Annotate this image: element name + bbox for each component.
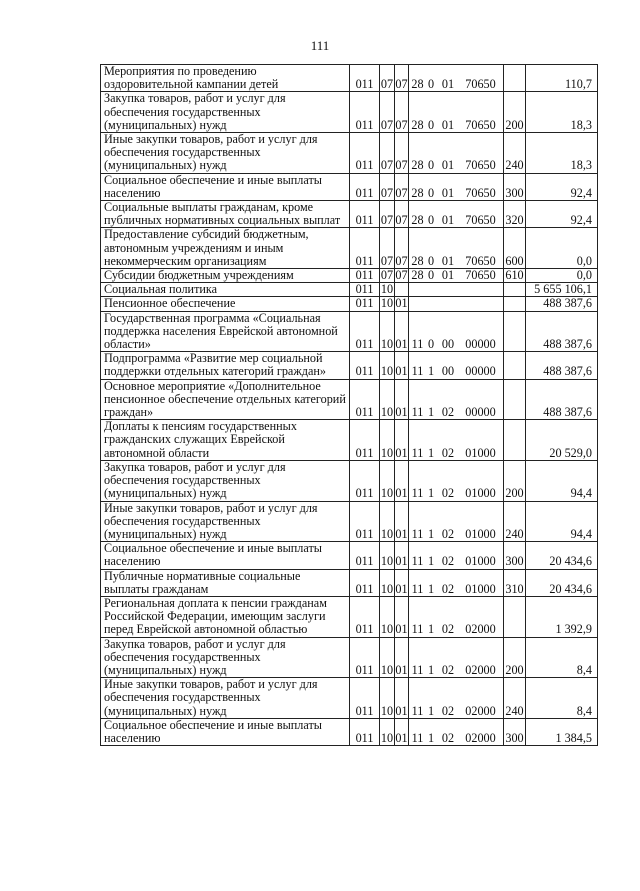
target-article-part: 1 bbox=[427, 662, 435, 677]
amount: 1 392,9 bbox=[526, 596, 598, 637]
target-article-part: 11 bbox=[411, 337, 424, 352]
amount: 92,4 bbox=[526, 173, 598, 200]
target-article-part: 1 bbox=[427, 486, 435, 501]
ministry-code: 011 bbox=[350, 133, 380, 174]
target-article-part: 11 bbox=[411, 554, 424, 569]
section-code: 10 bbox=[380, 718, 395, 745]
table-row bbox=[101, 420, 598, 461]
target-article-part: 11 bbox=[411, 526, 424, 541]
amount: 488 387,6 bbox=[526, 352, 598, 379]
ministry-code: 011 bbox=[350, 460, 380, 501]
section-code: 10 bbox=[380, 420, 395, 461]
target-article-part: 02 bbox=[441, 730, 455, 745]
target-article-code bbox=[409, 92, 504, 133]
ministry-code: 011 bbox=[350, 542, 380, 569]
ministry-code: 011 bbox=[350, 678, 380, 719]
section-code: 10 bbox=[380, 296, 394, 311]
target-article-part: 1 bbox=[427, 622, 435, 637]
target-article-part: 02000 bbox=[465, 703, 496, 718]
row-name: Основное мероприятие «Дополнительное пенсионное обеспечение отдельных категорий граждан» bbox=[101, 379, 350, 420]
target-article-part: 1 bbox=[427, 526, 435, 541]
table-row bbox=[101, 65, 598, 92]
amount: 0,0 bbox=[526, 269, 598, 283]
section-code: 10 bbox=[380, 352, 395, 379]
ministry-code: 011 bbox=[350, 718, 380, 745]
ministry-code: 011 bbox=[350, 379, 380, 420]
target-article-part: 00000 bbox=[465, 337, 496, 352]
target-article-part: 01 bbox=[441, 117, 455, 132]
ministry-code: 011 bbox=[350, 228, 380, 269]
target-article-part: 00000 bbox=[465, 405, 496, 420]
target-article-part: 01 bbox=[441, 253, 455, 268]
ministry-code: 011 bbox=[350, 65, 380, 92]
target-article-part: 70650 bbox=[465, 117, 496, 132]
expense-type-code: 240 bbox=[504, 678, 526, 719]
ministry-code: 011 bbox=[350, 283, 380, 297]
section-code: 10 bbox=[380, 460, 395, 501]
expense-type-code: 240 bbox=[504, 501, 526, 542]
row-name: Закупка товаров, работ и услуг для обеспечения государственных (муниципальных) нужд bbox=[101, 637, 350, 678]
target-article-part: 70650 bbox=[465, 77, 496, 92]
target-article-part: 28 bbox=[411, 158, 424, 173]
section-code: 07 bbox=[380, 92, 395, 133]
target-article-part: 02 bbox=[441, 554, 455, 569]
amount: 8,4 bbox=[526, 637, 598, 678]
expense-type-code: 320 bbox=[504, 201, 526, 228]
target-article-part: 0 bbox=[427, 268, 435, 283]
amount: 20 434,6 bbox=[526, 542, 598, 569]
target-article-part: 1 bbox=[427, 703, 435, 718]
subsection-code: 07 bbox=[395, 92, 409, 133]
subsection-code: 01 bbox=[395, 501, 409, 542]
target-article-part: 11 bbox=[411, 364, 424, 379]
expense-type-code bbox=[504, 596, 526, 637]
subsection-code bbox=[395, 283, 409, 297]
subsection-code: 01 bbox=[395, 460, 409, 501]
target-article-part: 00000 bbox=[465, 364, 496, 379]
subsection-code: 07 bbox=[395, 268, 408, 283]
target-article-part: 01000 bbox=[465, 554, 496, 569]
row-name: Иные закупки товаров, работ и услуг для обеспечения государственных (муниципальных) нужд bbox=[101, 133, 350, 174]
table-row bbox=[101, 637, 598, 678]
subsection-code: 07 bbox=[395, 173, 409, 200]
expense-type-code: 200 bbox=[504, 460, 526, 501]
subsection-code: 01 bbox=[395, 678, 409, 719]
row-name: Закупка товаров, работ и услуг для обеспечения государственных (муниципальных) нужд bbox=[101, 92, 350, 133]
target-article-part: 70650 bbox=[465, 158, 496, 173]
subsection-code: 07 bbox=[395, 65, 409, 92]
table-row bbox=[101, 678, 598, 719]
target-article-part: 01000 bbox=[465, 486, 496, 501]
amount: 110,7 bbox=[526, 65, 598, 92]
row-name: Подпрограмма «Развитие мер социальной поддержки отдельных категорий граждан» bbox=[101, 352, 350, 379]
target-article-code bbox=[409, 718, 504, 745]
target-article-part: 11 bbox=[411, 486, 424, 501]
expense-type-code: 200 bbox=[504, 92, 526, 133]
table-row bbox=[101, 352, 598, 379]
table-row bbox=[101, 311, 598, 352]
section-code: 07 bbox=[380, 228, 395, 269]
expense-type-code: 240 bbox=[504, 133, 526, 174]
amount: 20 529,0 bbox=[526, 420, 598, 461]
table-row bbox=[101, 297, 598, 311]
expense-type-code bbox=[504, 297, 526, 311]
amount: 1 384,5 bbox=[526, 718, 598, 745]
target-article-code bbox=[409, 501, 504, 542]
amount: 94,4 bbox=[526, 501, 598, 542]
target-article-part: 28 bbox=[411, 253, 424, 268]
ministry-code: 011 bbox=[350, 311, 380, 352]
row-name: Государственная программа «Социальная поддержка населения Еврейской автономной области» bbox=[101, 311, 350, 352]
expense-type-code: 300 bbox=[504, 542, 526, 569]
section-code: 10 bbox=[380, 637, 395, 678]
row-name: Предоставление субсидий бюджетным, автономным учреждениям и иным некоммерческим организациям bbox=[101, 228, 350, 269]
row-name: Социальное обеспечение и иные выплаты населению bbox=[101, 173, 350, 200]
subsection-code: 01 bbox=[395, 379, 409, 420]
target-article-code bbox=[409, 637, 504, 678]
amount: 488 387,6 bbox=[526, 297, 598, 311]
row-name: Мероприятия по проведению оздоровительной кампании детей bbox=[101, 65, 350, 92]
target-article-part: 0 bbox=[427, 213, 435, 228]
ministry-code: 011 bbox=[350, 569, 380, 596]
target-article-part: 01000 bbox=[465, 445, 496, 460]
target-article-code bbox=[409, 596, 504, 637]
budget-table bbox=[100, 64, 598, 746]
row-name: Социальное обеспечение и иные выплаты населению bbox=[101, 542, 350, 569]
target-article-part: 70650 bbox=[465, 185, 496, 200]
target-article-code bbox=[409, 379, 504, 420]
target-article-code bbox=[409, 297, 504, 311]
section-code: 07 bbox=[380, 268, 394, 283]
section-code: 10 bbox=[380, 501, 395, 542]
ministry-code: 011 bbox=[350, 201, 380, 228]
target-article-code bbox=[409, 228, 504, 269]
row-name: Доплаты к пенсиям государственных гражданских служащих Еврейской автономной области bbox=[101, 420, 350, 461]
subsection-code: 01 bbox=[395, 569, 409, 596]
target-article-part: 02 bbox=[441, 662, 455, 677]
target-article-part: 0 bbox=[427, 337, 435, 352]
target-article-code bbox=[409, 352, 504, 379]
target-article-part: 11 bbox=[411, 703, 424, 718]
target-article-part: 70650 bbox=[465, 268, 496, 283]
ministry-code: 011 bbox=[350, 92, 380, 133]
target-article-code bbox=[409, 420, 504, 461]
amount: 0,0 bbox=[526, 228, 598, 269]
target-article-part: 00 bbox=[441, 364, 455, 379]
row-name: Региональная доплата к пенсии гражданам Российской Федерации, имеющим заслуги перед Еврейской автономной областью bbox=[101, 596, 350, 637]
target-article-part: 01 bbox=[441, 185, 455, 200]
ministry-code: 011 bbox=[350, 501, 380, 542]
target-article-part: 0 bbox=[427, 185, 435, 200]
expense-type-code: 300 bbox=[504, 173, 526, 200]
target-article-code bbox=[409, 283, 504, 297]
amount: 20 434,6 bbox=[526, 569, 598, 596]
target-article-part: 1 bbox=[427, 364, 435, 379]
target-article-part: 02 bbox=[441, 486, 455, 501]
subsection-code: 07 bbox=[395, 133, 409, 174]
target-article-part: 02 bbox=[441, 581, 455, 596]
row-name: Социальное обеспечение и иные выплаты населению bbox=[101, 718, 350, 745]
target-article-part: 28 bbox=[411, 268, 424, 283]
amount: 18,3 bbox=[526, 92, 598, 133]
row-name: Иные закупки товаров, работ и услуг для обеспечения государственных (муниципальных) нужд bbox=[101, 678, 350, 719]
row-name: Публичные нормативные социальные выплаты гражданам bbox=[101, 569, 350, 596]
page-number: 111 bbox=[310, 38, 330, 53]
target-article-part: 02000 bbox=[465, 730, 496, 745]
subsection-code: 01 bbox=[395, 596, 409, 637]
target-article-part: 1 bbox=[427, 730, 435, 745]
section-code: 07 bbox=[380, 65, 395, 92]
target-article-part: 02 bbox=[441, 445, 455, 460]
subsection-code: 01 bbox=[395, 352, 409, 379]
target-article-part: 28 bbox=[411, 117, 424, 132]
target-article-code bbox=[409, 65, 504, 92]
table-row bbox=[101, 379, 598, 420]
section-code: 10 bbox=[380, 542, 395, 569]
subsection-code: 01 bbox=[395, 311, 409, 352]
expense-type-code bbox=[504, 65, 526, 92]
target-article-part: 11 bbox=[411, 622, 424, 637]
section-code: 10 bbox=[380, 678, 395, 719]
table-row bbox=[101, 201, 598, 228]
target-article-part: 01 bbox=[441, 268, 455, 283]
amount: 18,3 bbox=[526, 133, 598, 174]
target-article-code bbox=[409, 133, 504, 174]
target-article-code bbox=[409, 460, 504, 501]
subsection-code: 01 bbox=[395, 296, 408, 311]
target-article-part: 0 bbox=[427, 77, 435, 92]
target-article-code bbox=[409, 173, 504, 200]
row-name: Субсидии бюджетным учреждениям bbox=[101, 269, 350, 283]
table-row bbox=[101, 269, 598, 283]
target-article-code bbox=[409, 542, 504, 569]
target-article-part: 0 bbox=[427, 117, 435, 132]
table-row bbox=[101, 542, 598, 569]
target-article-part: 11 bbox=[411, 730, 424, 745]
target-article-part: 11 bbox=[411, 581, 424, 596]
subsection-code: 07 bbox=[395, 228, 409, 269]
target-article-part: 1 bbox=[427, 581, 435, 596]
subsection-code: 01 bbox=[395, 420, 409, 461]
row-name: Пенсионное обеспечение bbox=[101, 297, 350, 311]
target-article-part: 28 bbox=[411, 213, 424, 228]
target-article-part: 11 bbox=[411, 662, 424, 677]
target-article-part: 0 bbox=[427, 158, 435, 173]
section-code: 10 bbox=[380, 379, 395, 420]
target-article-code bbox=[409, 311, 504, 352]
subsection-code: 01 bbox=[395, 637, 409, 678]
table-row bbox=[101, 228, 598, 269]
target-article-part: 1 bbox=[427, 445, 435, 460]
target-article-part: 02000 bbox=[465, 622, 496, 637]
target-article-code bbox=[409, 201, 504, 228]
subsection-code: 01 bbox=[395, 718, 409, 745]
expense-type-code bbox=[504, 420, 526, 461]
section-code: 07 bbox=[380, 201, 395, 228]
ministry-code: 011 bbox=[350, 420, 380, 461]
target-article-part: 28 bbox=[411, 77, 424, 92]
target-article-part: 11 bbox=[411, 405, 424, 420]
amount: 488 387,6 bbox=[526, 311, 598, 352]
target-article-part: 01 bbox=[441, 213, 455, 228]
ministry-code: 011 bbox=[350, 637, 380, 678]
ministry-code: 011 bbox=[350, 352, 380, 379]
expense-type-code bbox=[504, 352, 526, 379]
expense-type-code: 310 bbox=[504, 569, 526, 596]
table-row bbox=[101, 283, 598, 297]
expense-type-code: 300 bbox=[504, 718, 526, 745]
table-row bbox=[101, 173, 598, 200]
section-code: 10 bbox=[380, 282, 394, 297]
ministry-code: 011 bbox=[350, 297, 380, 311]
section-code: 10 bbox=[380, 569, 395, 596]
target-article-part: 11 bbox=[411, 445, 424, 460]
amount: 92,4 bbox=[526, 201, 598, 228]
table-row bbox=[101, 92, 598, 133]
section-code: 10 bbox=[380, 311, 395, 352]
target-article-part: 01 bbox=[441, 77, 455, 92]
target-article-part: 01000 bbox=[465, 581, 496, 596]
table-row bbox=[101, 718, 598, 745]
amount: 8,4 bbox=[526, 678, 598, 719]
expense-type-code bbox=[504, 283, 526, 297]
target-article-part: 28 bbox=[411, 185, 424, 200]
table-row bbox=[101, 501, 598, 542]
row-name: Социальные выплаты гражданам, кроме публичных нормативных социальных выплат bbox=[101, 201, 350, 228]
section-code: 07 bbox=[380, 173, 395, 200]
ministry-code: 011 bbox=[350, 173, 380, 200]
expense-type-code bbox=[504, 379, 526, 420]
target-article-part: 02 bbox=[441, 622, 455, 637]
table-row bbox=[101, 460, 598, 501]
table-row bbox=[101, 596, 598, 637]
row-name: Закупка товаров, работ и услуг для обеспечения государственных (муниципальных) нужд bbox=[101, 460, 350, 501]
target-article-part: 02000 bbox=[465, 662, 496, 677]
target-article-part: 01000 bbox=[465, 526, 496, 541]
amount: 94,4 bbox=[526, 460, 598, 501]
table-row bbox=[101, 569, 598, 596]
section-code: 10 bbox=[380, 596, 395, 637]
ministry-code: 011 bbox=[350, 269, 380, 283]
target-article-part: 70650 bbox=[465, 253, 496, 268]
target-article-code bbox=[409, 569, 504, 596]
expense-type-code: 200 bbox=[504, 637, 526, 678]
target-article-part: 1 bbox=[427, 405, 435, 420]
subsection-code: 01 bbox=[395, 542, 409, 569]
expense-type-code bbox=[504, 311, 526, 352]
target-article-part: 0 bbox=[427, 253, 435, 268]
target-article-part: 02 bbox=[441, 703, 455, 718]
amount: 488 387,6 bbox=[526, 379, 598, 420]
ministry-code: 011 bbox=[350, 596, 380, 637]
table-row bbox=[101, 133, 598, 174]
target-article-code bbox=[409, 269, 504, 283]
target-article-code bbox=[409, 678, 504, 719]
expense-type-code: 610 bbox=[505, 268, 524, 283]
row-name: Иные закупки товаров, работ и услуг для обеспечения государственных (муниципальных) нужд bbox=[101, 501, 350, 542]
target-article-part: 1 bbox=[427, 554, 435, 569]
target-article-part: 02 bbox=[441, 405, 455, 420]
subsection-code: 07 bbox=[395, 201, 409, 228]
row-name: Социальная политика bbox=[101, 283, 350, 297]
section-code: 07 bbox=[380, 133, 395, 174]
expense-type-code: 600 bbox=[504, 228, 526, 269]
target-article-part: 02 bbox=[441, 526, 455, 541]
target-article-part: 01 bbox=[441, 158, 455, 173]
target-article-part: 70650 bbox=[465, 213, 496, 228]
target-article-part: 00 bbox=[441, 337, 455, 352]
amount: 5 655 106,1 bbox=[526, 283, 598, 297]
